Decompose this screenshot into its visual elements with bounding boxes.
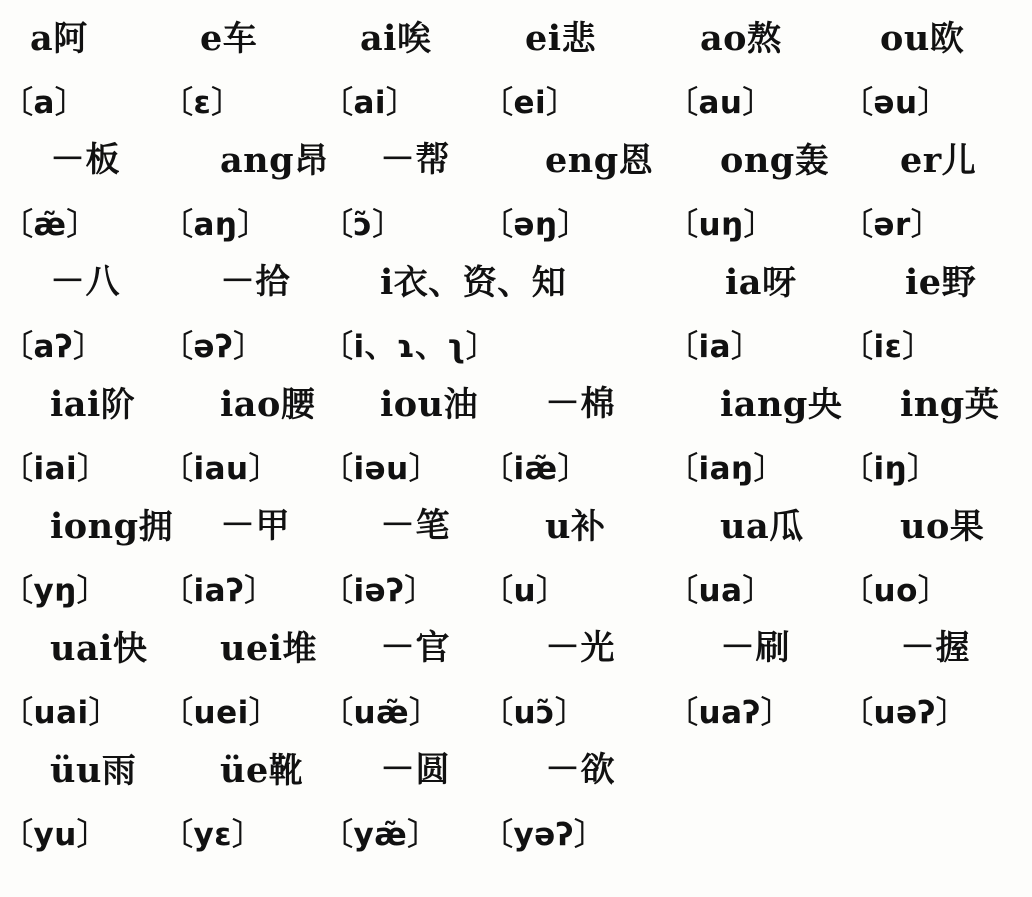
- syllable-cell: [220, 377, 380, 426]
- hanzi-text: 阶: [100, 385, 136, 425]
- ipa-cell: 〔ai〕: [322, 85, 418, 121]
- ipa-cell: 〔yɛ〕: [162, 817, 264, 853]
- pinyin-text: iai: [50, 384, 101, 425]
- syllable-row: [0, 0, 1032, 60]
- hanzi-text: 欧: [929, 19, 965, 59]
- syllable-row: [0, 488, 1032, 548]
- hanzi-text: 车: [222, 19, 258, 59]
- ipa-cell: 〔iŋ〕: [842, 451, 939, 487]
- ipa-cell: 〔iəu〕: [322, 451, 441, 487]
- hanzi-text: 补: [570, 507, 606, 547]
- ipa-row: [0, 670, 1032, 732]
- hanzi-text: 油: [443, 385, 479, 425]
- hanzi-text: 瓜: [769, 507, 804, 547]
- syllable-cell: [880, 11, 1024, 60]
- ipa-cell: 〔uei〕: [162, 695, 281, 731]
- syllable-cell: [30, 11, 200, 60]
- hanzi-text: 衣、资、知: [393, 263, 567, 303]
- ipa-cell: 〔uo〕: [842, 573, 950, 609]
- hanzi-text: 堆: [282, 629, 318, 669]
- ipa-cell: 〔uŋ〕: [667, 207, 776, 243]
- ipa-row: [0, 426, 1032, 488]
- pinyin-text: ang: [220, 140, 295, 181]
- syllable-cell: [380, 255, 725, 304]
- hanzi-text: 恩: [618, 141, 654, 181]
- pinyin-text: －: [545, 627, 581, 668]
- ipa-cell: 〔u〕: [482, 573, 568, 609]
- pinyin-text: uo: [900, 506, 950, 547]
- pinyin-text: －: [50, 261, 86, 302]
- hanzi-text: 笔: [415, 506, 451, 546]
- ipa-cell: 〔æ̃〕: [2, 207, 98, 243]
- hanzi-text: 儿: [941, 141, 977, 181]
- pinyin-text: －: [380, 139, 416, 180]
- pinyin-text: üu: [50, 750, 102, 791]
- hanzi-text: 呀: [761, 263, 797, 303]
- syllable-row: [0, 732, 1032, 792]
- pinyin-text: ei: [525, 18, 562, 59]
- hanzi-text: 光: [580, 628, 616, 668]
- syllable-row: [0, 610, 1032, 670]
- hanzi-text: 悲: [561, 19, 597, 59]
- pinyin-text: a: [30, 18, 54, 59]
- pinyin-text: i: [380, 262, 394, 303]
- hanzi-text: 帮: [415, 140, 451, 180]
- ipa-row: [0, 60, 1032, 122]
- syllable-cell: [360, 11, 525, 60]
- pinyin-text: ong: [720, 140, 795, 181]
- pinyin-text: －: [545, 749, 581, 790]
- ipa-cell: 〔aŋ〕: [162, 207, 269, 243]
- ipa-cell: 〔iau〕: [162, 451, 281, 487]
- syllable-cell: [725, 255, 905, 304]
- hanzi-text: 央: [807, 385, 843, 425]
- ipa-cell: 〔uæ̃〕: [322, 695, 441, 731]
- pinyin-text: iong: [50, 506, 139, 547]
- syllable-row: [0, 122, 1032, 182]
- pinyin-text: －: [220, 505, 256, 546]
- hanzi-text: 英: [964, 385, 1000, 425]
- ipa-cell: 〔əu〕: [842, 85, 950, 121]
- pinyin-text: u: [545, 506, 571, 547]
- ipa-cell: 〔iai〕: [2, 451, 109, 487]
- syllable-row: [0, 244, 1032, 304]
- hanzi-text: 棉: [580, 384, 616, 424]
- syllable-cell: [220, 498, 380, 548]
- pinyin-text: er: [900, 140, 942, 181]
- pinyin-text: ie: [905, 262, 942, 303]
- ipa-cell: 〔ia〕: [667, 329, 763, 365]
- syllable-cell: [30, 743, 220, 792]
- syllable-cell: [220, 254, 380, 304]
- syllable-cell: [30, 621, 220, 670]
- hanzi-text: 拥: [138, 507, 174, 547]
- ipa-cell: 〔iaŋ〕: [667, 451, 786, 487]
- pinyin-text: e: [200, 18, 223, 59]
- syllable-cell: [900, 620, 1024, 670]
- hanzi-text: 甲: [255, 506, 291, 546]
- syllable-cell: [720, 377, 900, 426]
- syllable-cell: [200, 11, 360, 60]
- syllable-cell: [545, 376, 720, 426]
- pinyin-text: －: [900, 627, 936, 668]
- syllable-cell: [700, 11, 880, 60]
- ipa-cell: 〔yæ̃〕: [322, 817, 439, 853]
- ipa-cell: 〔au〕: [667, 85, 774, 121]
- ipa-row: [0, 182, 1032, 244]
- pinyin-text: ua: [720, 506, 770, 547]
- hanzi-text: 昂: [294, 141, 329, 181]
- syllable-cell: [220, 743, 380, 792]
- syllable-cell: [545, 620, 720, 670]
- hanzi-text: 拾: [255, 262, 291, 302]
- pinyin-text: ou: [880, 18, 930, 59]
- hanzi-text: 熬: [747, 19, 782, 59]
- hanzi-text: 靴: [268, 751, 304, 791]
- hanzi-text: 欲: [580, 750, 616, 790]
- ipa-cell: 〔a〕: [2, 85, 87, 121]
- hanzi-text: 腰: [280, 385, 316, 425]
- hanzi-text: 唉: [396, 19, 432, 59]
- ipa-cell: 〔i、ɿ、ʅ〕: [322, 329, 498, 365]
- syllable-cell: [720, 620, 900, 670]
- ipa-cell: 〔əŋ〕: [482, 207, 590, 243]
- ipa-cell: 〔iɛ〕: [842, 329, 934, 365]
- pinyin-text: －: [380, 627, 416, 668]
- ipa-cell: 〔ər〕: [842, 207, 943, 243]
- hanzi-text: 刷: [755, 628, 791, 668]
- ipa-cell: 〔iæ̃〕: [482, 451, 590, 487]
- syllable-cell: [30, 254, 220, 304]
- syllable-cell: [380, 377, 545, 426]
- ipa-cell: 〔əʔ〕: [162, 329, 265, 365]
- syllable-cell: [380, 498, 545, 548]
- ipa-cell: 〔uəʔ〕: [842, 695, 968, 731]
- pinyin-text: ing: [900, 384, 965, 425]
- pinyin-text: uai: [50, 628, 113, 669]
- pinyin-text: －: [220, 261, 256, 302]
- syllable-cell: [720, 133, 900, 182]
- pinyin-text: －: [380, 749, 416, 790]
- pinyin-text: －: [50, 139, 86, 180]
- pinyin-text: iao: [220, 384, 281, 425]
- ipa-cell: 〔yəʔ〕: [482, 817, 606, 853]
- ipa-cell: 〔yu〕: [2, 817, 109, 853]
- ipa-cell: 〔iəʔ〕: [322, 573, 436, 609]
- pinyin-text: ia: [725, 262, 762, 303]
- syllable-cell: [525, 11, 700, 60]
- syllable-cell: [905, 255, 1024, 304]
- syllable-cell: [720, 499, 900, 548]
- ipa-cell: 〔ɛ〕: [162, 85, 243, 121]
- syllable-cell: [220, 133, 380, 182]
- hanzi-text: 八: [85, 262, 121, 302]
- syllable-cell: [900, 377, 1024, 426]
- syllable-cell: [30, 132, 220, 182]
- hanzi-text: 野: [941, 263, 977, 303]
- ipa-cell: 〔uaʔ〕: [667, 695, 793, 731]
- hanzi-text: 板: [85, 140, 121, 180]
- ipa-cell: 〔uɔ̃〕: [482, 695, 587, 731]
- hanzi-text: 阿: [53, 19, 88, 59]
- hanzi-text: 握: [935, 628, 971, 668]
- hanzi-text: 圆: [415, 750, 451, 790]
- syllable-cell: [380, 620, 545, 670]
- syllable-cell: [900, 499, 1024, 548]
- pinyin-text: －: [720, 627, 756, 668]
- syllable-cell: [220, 621, 380, 670]
- pinyin-text: uei: [220, 628, 283, 669]
- syllable-row: [0, 366, 1032, 426]
- syllable-cell: [30, 499, 220, 548]
- pinyin-text: －: [545, 383, 581, 424]
- ipa-cell: 〔iaʔ〕: [162, 573, 276, 609]
- hanzi-text: 果: [949, 507, 985, 547]
- syllable-cell: [30, 377, 220, 426]
- hanzi-text: 轰: [794, 141, 830, 181]
- pinyin-text: iang: [720, 384, 808, 425]
- hanzi-text: 雨: [101, 751, 137, 791]
- syllable-cell: [900, 133, 1024, 182]
- syllable-cell: [545, 499, 720, 548]
- pinyin-text: ao: [700, 18, 748, 59]
- ipa-cell: 〔yŋ〕: [2, 573, 109, 609]
- pinyin-text: üe: [220, 750, 269, 791]
- ipa-row: [0, 304, 1032, 366]
- syllable-cell: [545, 133, 720, 182]
- ipa-cell: 〔ei〕: [482, 85, 578, 121]
- hanzi-text: 官: [415, 628, 451, 668]
- ipa-row: [0, 548, 1032, 610]
- pinyin-text: －: [380, 505, 416, 546]
- pinyin-text: ai: [360, 18, 397, 59]
- ipa-cell: 〔ɔ̃〕: [322, 207, 404, 243]
- ipa-row: [0, 792, 1032, 854]
- ipa-cell: 〔uai〕: [2, 695, 121, 731]
- pinyin-text: iou: [380, 384, 444, 425]
- pinyin-text: eng: [545, 140, 619, 181]
- ipa-cell: 〔aʔ〕: [2, 329, 105, 365]
- syllable-cell: [380, 742, 545, 792]
- syllable-cell: [545, 742, 720, 792]
- ipa-cell: 〔ua〕: [667, 573, 774, 609]
- hanzi-text: 快: [112, 629, 148, 669]
- syllable-cell: [380, 132, 545, 182]
